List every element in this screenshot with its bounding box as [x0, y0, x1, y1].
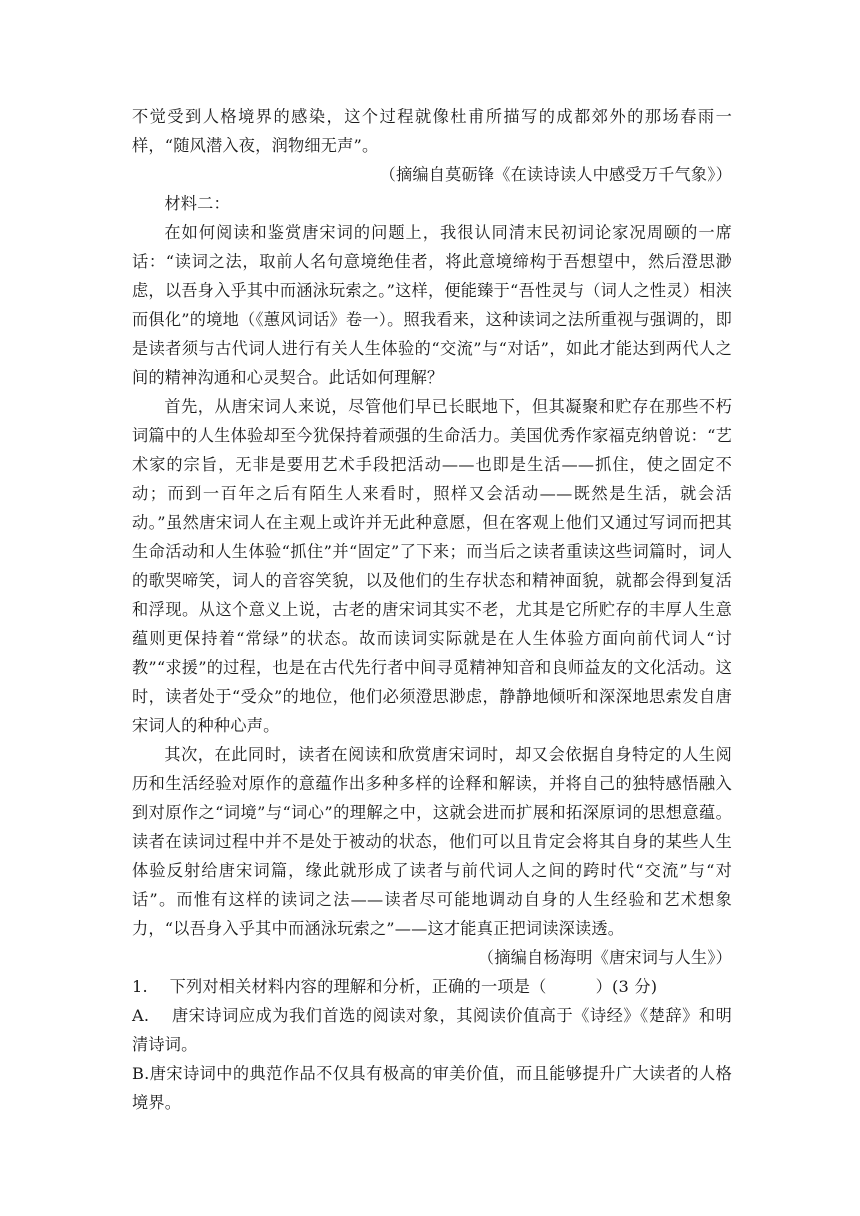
source-citation-1: （摘编自莫砺锋《在读诗读人中感受万千气象》） — [379, 165, 732, 184]
paragraph-first: 首先，从唐宋词人来说，尽管他们早已长眠地下，但其凝聚和贮存在那些不朽词篇中的人生体验却至今犹保持着顽强的生命活力。美国优秀作家福克纳曾说：“艺术家的宗旨，无非是要用艺术手段把活动——也即是生活——抓住，使之固定不动；而到一百年之后有陌生人来看时，照样又会活动——既然是生活，就会活动。”虽然唐宋词人在主观上或许并无此种意愿，但在客观上他们又通过写词而把其生命活动和人生体验“抓住”并“固定”了下来；而当后之读者重读这些词篇时，词人的歌哭啼笑，词人的音容笑貌，以及他们的生存状态和精神面貌，就都会得到复活和浮现。从这个意义上说，古老的唐宋词其实不老，尤其是它所贮存的丰厚人生意蕴则更保持着“常绿”的状态。故而读词实际就是在人生体验方面向前代词人“讨教”“求援”的过程，也是在古代先行者中间寻觅精神知音和良师益友的文化活动。这时，读者处于“受众”的地位，他们必须澄思渺虑，静静地倾听和深深地思索发自唐宋词人的种种心声。 — [132, 397, 732, 735]
paragraph-continuation: 不觉受到人格境界的感染，这个过程就像杜甫所描写的成都郊外的那场春雨一样，“随风潜入夜，润物细无声”。 — [132, 107, 732, 155]
source-citation-2: （摘编自杨海明《唐宋词与人生》） — [477, 948, 732, 967]
question-1: 1. 下列对相关材料内容的理解和分析，正确的一项是（ ）(3 分) — [132, 977, 658, 996]
paragraph-intro: 在如何阅读和鉴赏唐宋词的问题上，我很认同清末民初词论家况周颐的一席话：“读词之法，取前人名句意境绝佳者，将此意境缔构于吾想望中，然后澄思渺虑，以吾身入乎其中而涵泳玩索之。”这样，便能臻于“吾性灵与（词人之性灵）相浃而俱化”的境地（《蕙风词话》卷一）。照我看来，这种读词之法所重视与强调的，即是读者须与古代词人进行有关人生体验的“交流”与“对话”，如此才能达到两代人之间的精神沟通和心灵契合。此话如何理解？ — [132, 223, 732, 387]
material-two-heading: 材料二： — [164, 194, 230, 213]
option-a: A. 唐宋诗词应成为我们首选的阅读对象，其阅读价值高于《诗经》《楚辞》和明清诗词。 — [132, 1006, 732, 1054]
document-page — [132, 102, 732, 1117]
paragraph-second: 其次，在此同时，读者在阅读和欣赏唐宋词时，却又会依据自身特定的人生阅历和生活经验对原作的意蕴作出多种多样的诠释和解读，并将自己的独特感悟融入到对原作之“词境”与“词心”的理解之中，这就会进而扩展和拓深原词的思想意蕴。读者在读词过程中并不是处于被动的状态，他们可以且肯定会将其自身的某些人生体验反射给唐宋词篇，缘此就形成了读者与前代词人之间的跨时代“交流”与“对话”。而惟有这样的读词之法——读者尽可能地调动自身的人生经验和艺术想象力，“以吾身入乎其中而涵泳玩索之”——这才能真正把词读深读透。 — [132, 745, 732, 938]
option-b: B.唐宋诗词中的典范作品不仅具有极高的审美价值，而且能够提升广大读者的人格境界。 — [132, 1064, 732, 1112]
